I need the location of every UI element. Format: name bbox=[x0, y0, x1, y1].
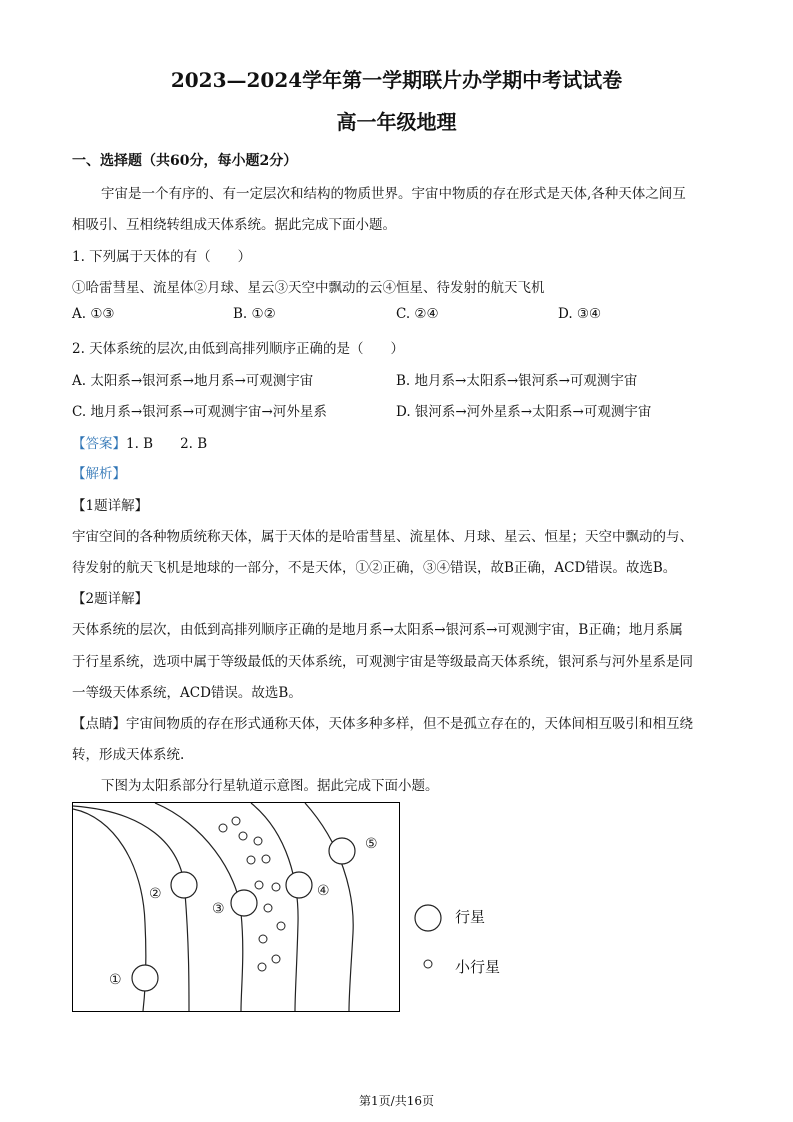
asteroid bbox=[277, 922, 285, 930]
planet-label-1: ① bbox=[109, 972, 122, 988]
planet-3 bbox=[231, 890, 257, 916]
answer-row bbox=[72, 432, 207, 452]
orbit-line-4 bbox=[251, 803, 298, 1011]
legend-asteroid-icon bbox=[420, 956, 436, 972]
answer-tag: 【答案】 bbox=[72, 436, 126, 452]
q1-stem: 1. 下列属于天体的有（ ） bbox=[72, 249, 252, 265]
detail2-tag: 【2题详解】 bbox=[72, 591, 149, 607]
orbit-line-2 bbox=[73, 806, 189, 1011]
planet-5 bbox=[329, 838, 355, 864]
planet-label-5: ⑤ bbox=[365, 836, 378, 852]
legend-planet-icon bbox=[412, 902, 444, 934]
section-heading: 一、选择题（共60分，每小题2分） bbox=[72, 153, 298, 169]
asteroid bbox=[264, 904, 272, 912]
planet-label-4: ④ bbox=[317, 883, 330, 899]
q1-option-c: C. ②④ bbox=[396, 306, 439, 322]
orbit-diagram bbox=[72, 802, 400, 1012]
asteroid bbox=[219, 824, 227, 832]
q2-option-c: C. 地月系→银河系→可观测宇宙→河外星系 bbox=[72, 404, 327, 420]
tip-row bbox=[72, 712, 693, 732]
intro1-line2: 相吸引、互相绕转组成天体系统。据此完成下面小题。 bbox=[72, 217, 396, 233]
detail2-line2: 于行星系统，选项中属于等级最低的天体系统，可观测宇宙是等级最高天体系统，银河系与河外星系是同 bbox=[72, 654, 693, 670]
detail1-line2: 待发射的航天飞机是地球的一部分，不是天体，①②正确，③④错误，故B正确，ACD错误。故选B。 bbox=[72, 560, 677, 576]
detail2-line3: 一等级天体系统，ACD错误。故选B。 bbox=[72, 685, 302, 701]
planet-1 bbox=[132, 965, 158, 991]
q2-option-b: B. 地月系→太阳系→银河系→可观测宇宙 bbox=[396, 373, 638, 389]
asteroid bbox=[239, 832, 247, 840]
legend-planet-label: 行星 bbox=[455, 908, 486, 926]
q1-option-d: D. ③④ bbox=[558, 306, 602, 322]
tip-line1: 宇宙间物质的存在形式通称天体，天体多种多样，但不是孤立存在的，天体间相互吸引和相互绕 bbox=[126, 716, 693, 732]
asteroid bbox=[272, 883, 280, 891]
exam-subtitle: 高一年级地理 bbox=[336, 110, 457, 134]
page-footer: 第1页/共16页 bbox=[359, 1094, 434, 1108]
legend-asteroid-label: 小行星 bbox=[455, 958, 501, 976]
planet-4 bbox=[286, 872, 312, 898]
asteroid bbox=[258, 963, 266, 971]
intro2-text: 下图为太阳系部分行星轨道示意图。据此完成下面小题。 bbox=[101, 778, 439, 794]
q2-option-d: D. 银河系→河外星系→太阳系→可观测宇宙 bbox=[396, 404, 652, 420]
detail1-line1: 宇宙空间的各种物质统称天体，属于天体的是哈雷彗星、流星体、月球、星云、恒星；天空中飘动的与、 bbox=[72, 529, 693, 545]
detail1-tag: 【1题详解】 bbox=[72, 498, 149, 514]
intro1-line1: 宇宙是一个有序的、有一定层次和结构的物质世界。宇宙中物质的存在形式是天体,各种天体之间互 bbox=[101, 186, 686, 202]
exam-title: 2023—2024学年第一学期联片办学期中考试试卷 bbox=[170, 68, 623, 92]
analysis-tag: 【解析】 bbox=[72, 466, 126, 482]
asteroid bbox=[254, 837, 262, 845]
q2-stem: 2. 天体系统的层次,由低到高排列顺序正确的是（ ） bbox=[72, 341, 404, 357]
asteroid bbox=[247, 856, 255, 864]
orbit-svg bbox=[73, 803, 399, 1011]
q1-option-b: B. ①② bbox=[233, 306, 276, 322]
q1-items: ①哈雷彗星、流星体②月球、星云③天空中飘动的云④恒星、待发射的航天飞机 bbox=[72, 280, 545, 296]
q2-option-a: A. 太阳系→银河系→地月系→可观测宇宙 bbox=[72, 373, 314, 389]
asteroid bbox=[259, 935, 267, 943]
detail2-line1: 天体系统的层次，由低到高排列顺序正确的是地月系→太阳系→银河系→可观测宇宙，B正确；地月系属 bbox=[72, 622, 683, 638]
asteroid bbox=[272, 955, 280, 963]
orbit-line-3 bbox=[155, 803, 243, 1011]
planet-2 bbox=[171, 872, 197, 898]
asteroid bbox=[232, 817, 240, 825]
tip-tag: 【点睛】 bbox=[72, 716, 126, 732]
q1-option-a: A. ①③ bbox=[72, 306, 115, 322]
orbit-line-5 bbox=[305, 803, 353, 1011]
asteroid bbox=[262, 855, 270, 863]
answer-text: 1. B 2. B bbox=[126, 436, 208, 452]
planet-label-3: ③ bbox=[212, 901, 225, 917]
planet-label-2: ② bbox=[149, 886, 162, 902]
asteroid bbox=[255, 881, 263, 889]
tip-line2: 转，形成天体系统. bbox=[72, 747, 185, 763]
